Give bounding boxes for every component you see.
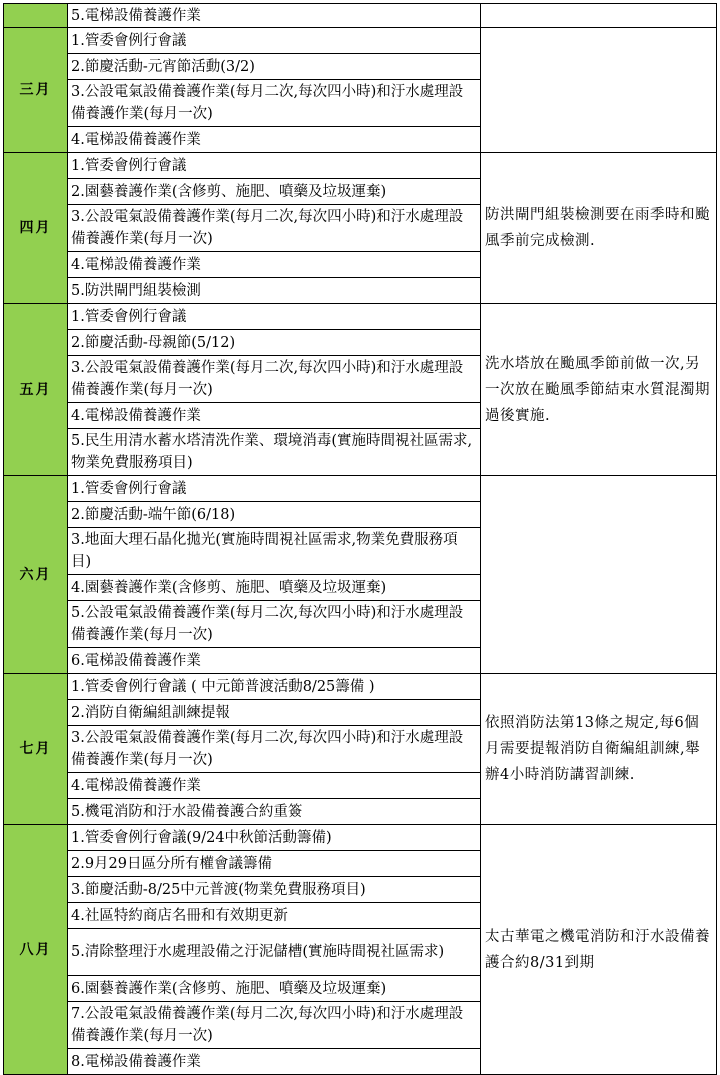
task-item: 1.管委會例行會議 bbox=[68, 28, 481, 54]
task-item: 1.管委會例行會議 bbox=[68, 476, 481, 502]
month-label: 八月 bbox=[4, 825, 68, 1075]
task-item: 5.防洪閘門組裝檢測 bbox=[68, 278, 481, 304]
task-item: 5.電梯設備養護作業 bbox=[68, 4, 481, 28]
task-item: 4.電梯設備養護作業 bbox=[68, 403, 481, 429]
task-item: 4.電梯設備養護作業 bbox=[68, 127, 481, 153]
month-note: 防洪閘門組裝檢測要在雨季時和颱風季前完成檢測. bbox=[481, 153, 717, 304]
month-label: 六月 bbox=[4, 476, 68, 674]
task-item: 3.公設電氣設備養護作業(每月二次,每次四小時)和汙水處理設備養護作業(每月一次) bbox=[68, 205, 481, 252]
task-item: 2.9月29日區分所有權會議籌備 bbox=[68, 851, 481, 877]
table-row bbox=[4, 153, 717, 179]
table-row bbox=[4, 476, 717, 502]
task-item: 7.公設電氣設備養護作業(每月二次,每次四小時)和汙水處理設備養護作業(每月一次) bbox=[68, 1002, 481, 1049]
month-label: 四月 bbox=[4, 153, 68, 304]
task-item: 5.民生用清水蓄水塔清洗作業、環境消毒(實施時間視社區需求,物業免費服務項目) bbox=[68, 429, 481, 476]
task-item: 1.管委會例行會議(9/24中秋節活動籌備) bbox=[68, 825, 481, 851]
task-item: 4.電梯設備養護作業 bbox=[68, 252, 481, 278]
task-item: 3.公設電氣設備養護作業(每月二次,每次四小時)和汙水處理設備養護作業(每月一次) bbox=[68, 80, 481, 127]
note-cell bbox=[481, 4, 717, 28]
carry-over-row bbox=[4, 4, 717, 28]
task-item: 3.公設電氣設備養護作業(每月二次,每次四小時)和汙水處理設備養護作業(每月一次) bbox=[68, 356, 481, 403]
month-note: 太古華電之機電消防和汙水設備養護合約8/31到期 bbox=[481, 825, 717, 1075]
month-note: 洗水塔放在颱風季節前做一次,另一次放在颱風季節結束水質混濁期過後實施. bbox=[481, 304, 717, 476]
table-row bbox=[4, 825, 717, 851]
task-item: 5.清除整理汙水處理設備之汙泥儲槽(實施時間視社區需求) bbox=[68, 929, 481, 976]
table-row bbox=[4, 304, 717, 330]
task-item: 1.管委會例行會議 bbox=[68, 153, 481, 179]
month-label: 三月 bbox=[4, 28, 68, 153]
schedule-body bbox=[4, 4, 717, 1075]
task-item: 5.機電消防和汙水設備養護合約重簽 bbox=[68, 799, 481, 825]
task-item: 3.地面大理石晶化拋光(實施時間視社區需求,物業免費服務項目) bbox=[68, 528, 481, 575]
table-row bbox=[4, 28, 717, 54]
month-note bbox=[481, 476, 717, 674]
task-item: 8.電梯設備養護作業 bbox=[68, 1049, 481, 1075]
maintenance-schedule-table bbox=[3, 3, 717, 1075]
task-item: 1.管委會例行會議 ( 中元節普渡活動8/25籌備 ) bbox=[68, 674, 481, 700]
table-row bbox=[4, 674, 717, 700]
task-item: 6.園藝養護作業(含修剪、施肥、噴藥及垃圾運棄) bbox=[68, 976, 481, 1002]
task-item: 3.節慶活動-8/25中元普渡(物業免費服務項目) bbox=[68, 877, 481, 903]
month-label: 五月 bbox=[4, 304, 68, 476]
task-item: 3.公設電氣設備養護作業(每月二次,每次四小時)和汙水處理設備養護作業(每月一次) bbox=[68, 726, 481, 773]
month-cell-continued bbox=[4, 4, 68, 28]
task-item: 4.電梯設備養護作業 bbox=[68, 773, 481, 799]
task-item: 6.電梯設備養護作業 bbox=[68, 648, 481, 674]
task-item: 4.社區特約商店名冊和有效期更新 bbox=[68, 903, 481, 929]
month-label: 七月 bbox=[4, 674, 68, 825]
task-item: 2.節慶活動-端午節(6/18) bbox=[68, 502, 481, 528]
task-item: 5.公設電氣設備養護作業(每月二次,每次四小時)和汙水處理設備養護作業(每月一次) bbox=[68, 601, 481, 648]
task-item: 2.節慶活動-母親節(5/12) bbox=[68, 330, 481, 356]
task-item: 1.管委會例行會議 bbox=[68, 304, 481, 330]
task-item: 2.消防自衛編組訓練提報 bbox=[68, 700, 481, 726]
task-item: 4.園藝養護作業(含修剪、施肥、噴藥及垃圾運棄) bbox=[68, 575, 481, 601]
month-note: 依照消防法第13條之規定,每6個月需要提報消防自衛編組訓練,舉辦4小時消防講習訓練. bbox=[481, 674, 717, 825]
task-item: 2.節慶活動-元宵節活動(3/2) bbox=[68, 54, 481, 80]
task-item: 2.園藝養護作業(含修剪、施肥、噴藥及垃圾運棄) bbox=[68, 179, 481, 205]
month-note bbox=[481, 28, 717, 153]
